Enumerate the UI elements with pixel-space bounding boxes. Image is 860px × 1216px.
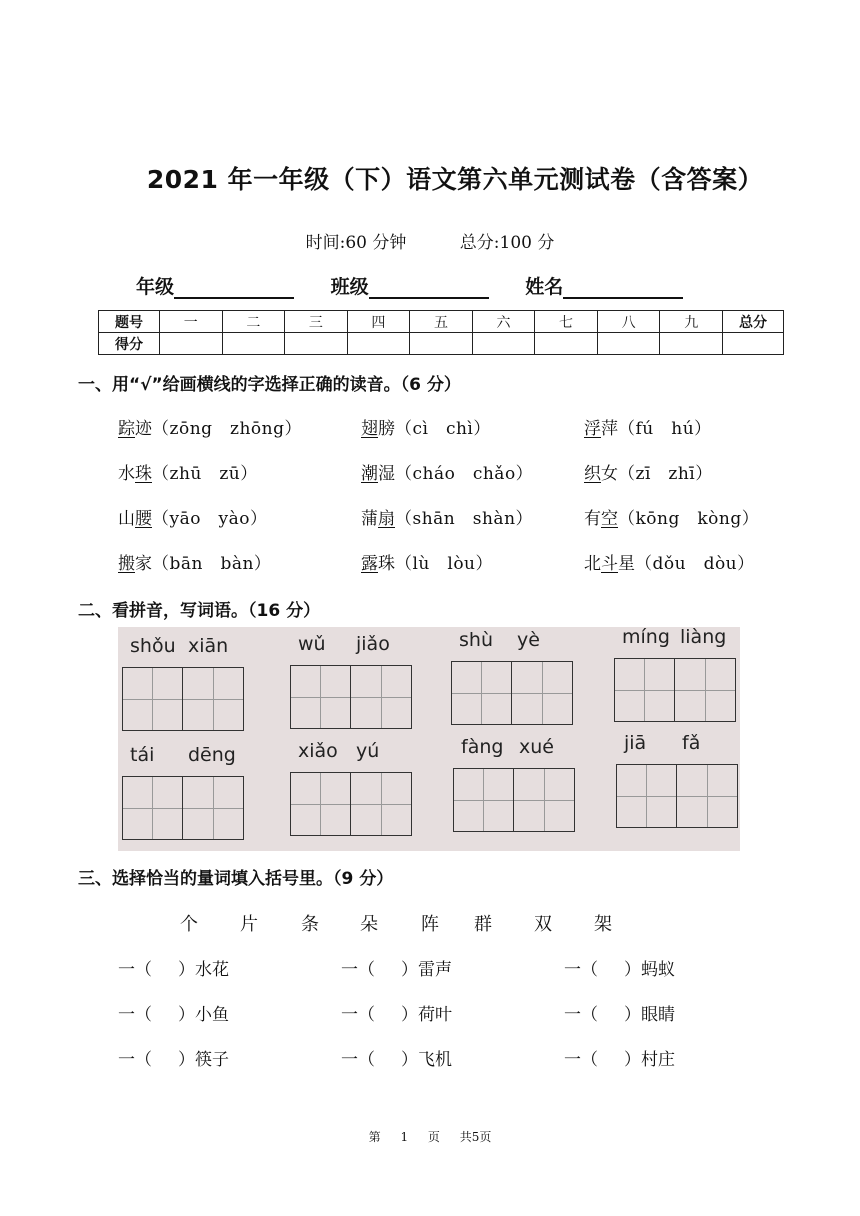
underlined-char: 腰 — [135, 509, 152, 529]
writing-grid — [451, 661, 573, 725]
score-table-header-row — [99, 311, 784, 333]
writing-grid — [122, 776, 244, 840]
writing-square[interactable] — [291, 666, 351, 728]
measure-word-option: 架 — [594, 914, 612, 935]
score-cell[interactable] — [160, 333, 223, 355]
word-char: 萍 — [601, 419, 618, 439]
measure-word-option: 个 — [180, 914, 198, 935]
blank-open: 一（ — [564, 1005, 598, 1025]
pinyin-syllable: shù — [459, 629, 493, 651]
score-cell[interactable] — [410, 333, 473, 355]
fill-blank-item — [341, 1000, 452, 1025]
writing-grid — [290, 772, 412, 836]
footer-page-suffix: 页 — [427, 1130, 440, 1144]
pinyin-syllable: liàng — [680, 626, 727, 648]
pinyin-syllable: yú — [356, 740, 380, 762]
score-cell[interactable] — [660, 333, 723, 355]
blank-close-noun: ）飞机 — [401, 1050, 452, 1070]
class-field[interactable] — [369, 277, 489, 299]
writing-grid — [616, 764, 738, 828]
measure-word-option: 阵 — [421, 914, 439, 935]
pinyin-options[interactable]: （dǒu dòu） — [635, 554, 755, 574]
measure-word-option: 条 — [301, 914, 319, 935]
col-9: 九 — [660, 311, 723, 333]
writing-square[interactable] — [615, 659, 675, 721]
pronunciation-item — [361, 459, 533, 484]
pronunciation-item — [118, 414, 302, 439]
blank-open: 一（ — [564, 960, 598, 980]
pronunciation-item — [584, 459, 713, 484]
blank-close-noun: ）眼睛 — [624, 1005, 675, 1025]
score-cell[interactable] — [723, 333, 784, 355]
pinyin-syllable: jiā — [624, 732, 647, 754]
writing-grid — [122, 667, 244, 731]
pronunciation-item — [361, 414, 491, 439]
fill-blank-item — [564, 1000, 675, 1025]
score-table-score-row — [99, 333, 784, 355]
writing-square[interactable] — [454, 769, 514, 831]
pinyin-options[interactable]: （zōng zhōng） — [152, 419, 302, 439]
section-2-heading: 二、看拼音，写词语。（16 分） — [78, 601, 321, 621]
writing-square[interactable] — [291, 773, 351, 835]
score-cell[interactable] — [347, 333, 410, 355]
pinyin-syllable: xiān — [188, 635, 229, 657]
fill-blank-item — [341, 1045, 452, 1070]
pinyin-syllable: shǒu — [130, 635, 176, 657]
student-info — [136, 272, 713, 299]
writing-square[interactable] — [675, 659, 735, 721]
fill-blank-item — [118, 1045, 229, 1070]
writing-square[interactable] — [617, 765, 677, 827]
blank-close-noun: ）荷叶 — [401, 1005, 452, 1025]
time-limit: 时间:60 分钟 — [305, 233, 407, 253]
footer-total: 共5页 — [459, 1130, 492, 1144]
blank-open: 一（ — [118, 1050, 152, 1070]
pinyin-options[interactable]: （kōng kòng） — [618, 509, 760, 529]
fill-blank-item — [118, 955, 229, 980]
blank-open: 一（ — [118, 1005, 152, 1025]
total-score: 总分:100 分 — [459, 233, 555, 253]
exam-meta — [0, 228, 860, 253]
underlined-char: 珠 — [135, 464, 152, 484]
blank-close-noun: ）村庄 — [624, 1050, 675, 1070]
word-char: 家 — [135, 554, 152, 574]
underlined-char: 浮 — [584, 419, 601, 439]
pinyin-syllable: xiǎo — [298, 740, 338, 762]
pinyin-options[interactable]: （shān shàn） — [395, 509, 534, 529]
blank-open: 一（ — [341, 960, 375, 980]
word-char: 湿 — [378, 464, 395, 484]
writing-square[interactable] — [183, 668, 243, 730]
col-1: 一 — [160, 311, 223, 333]
underlined-char: 织 — [584, 464, 601, 484]
pinyin-syllable: míng — [622, 626, 670, 648]
word-char: 水 — [118, 464, 135, 484]
score-cell[interactable] — [472, 333, 535, 355]
pinyin-syllable: jiǎo — [356, 633, 390, 655]
word-char: 膀 — [378, 419, 395, 439]
blank-close-noun: ）水花 — [178, 960, 229, 980]
measure-word-option: 群 — [474, 914, 492, 935]
writing-square[interactable] — [123, 668, 183, 730]
writing-square[interactable] — [183, 777, 243, 839]
section-1-heading: 一、用“√”给画横线的字选择正确的读音。（6 分） — [78, 375, 461, 395]
word-char: 北 — [584, 554, 601, 574]
blank-open: 一（ — [341, 1005, 375, 1025]
pronunciation-item — [118, 549, 271, 574]
blank-open: 一（ — [564, 1050, 598, 1070]
writing-square[interactable] — [351, 773, 411, 835]
score-row-label: 得分 — [99, 333, 160, 355]
writing-grid — [290, 665, 412, 729]
word-char: 蒲 — [361, 509, 378, 529]
grade-field[interactable] — [174, 277, 294, 299]
blank-open: 一（ — [118, 960, 152, 980]
measure-word-option: 片 — [240, 914, 258, 935]
pinyin-syllable: wǔ — [298, 633, 326, 655]
pinyin-options[interactable]: （cháo chǎo） — [395, 464, 534, 484]
blank-open: 一（ — [341, 1050, 375, 1070]
pinyin-options[interactable]: （yāo yào） — [152, 509, 268, 529]
col-4: 四 — [347, 311, 410, 333]
section-3-heading: 三、选择恰当的量词填入括号里。（9 分） — [78, 869, 394, 889]
measure-word-option: 朵 — [360, 914, 378, 935]
class-label: 班级 — [330, 276, 369, 298]
word-char: 星 — [618, 554, 635, 574]
word-char: 迹 — [135, 419, 152, 439]
page-footer — [0, 1128, 860, 1145]
writing-square[interactable] — [351, 666, 411, 728]
pronunciation-item — [584, 549, 755, 574]
blank-close-noun: ）小鱼 — [178, 1005, 229, 1025]
writing-square[interactable] — [452, 662, 512, 724]
underlined-char: 空 — [601, 509, 618, 529]
col-6: 六 — [472, 311, 535, 333]
word-char: 山 — [118, 509, 135, 529]
underlined-char: 翅 — [361, 419, 378, 439]
blank-close-noun: ）雷声 — [401, 960, 452, 980]
underlined-char: 搬 — [118, 554, 135, 574]
underlined-char: 斗 — [601, 554, 618, 574]
pinyin-options[interactable]: （cì chì） — [395, 419, 491, 439]
pronunciation-item — [118, 459, 258, 484]
score-cell[interactable] — [222, 333, 285, 355]
pinyin-options[interactable]: （lù lòu） — [395, 554, 494, 574]
pronunciation-item — [118, 504, 267, 529]
pinyin-options[interactable]: （fú hú） — [618, 419, 712, 439]
pinyin-writing-image — [118, 627, 740, 851]
name-field[interactable] — [563, 277, 683, 299]
footer-page-number: 1 — [400, 1130, 409, 1144]
pinyin-syllable: fǎ — [682, 732, 701, 754]
blank-close-noun: ）筷子 — [178, 1050, 229, 1070]
writing-square[interactable] — [677, 765, 737, 827]
writing-square[interactable] — [512, 662, 572, 724]
pinyin-options[interactable]: （zī zhī） — [618, 464, 713, 484]
fill-blank-item — [564, 955, 675, 980]
measure-word-option: 双 — [534, 914, 552, 935]
pronunciation-item — [361, 549, 493, 574]
col-5: 五 — [410, 311, 473, 333]
pinyin-syllable: fàng — [461, 736, 504, 758]
name-label: 姓名 — [525, 276, 564, 298]
score-table — [98, 310, 784, 355]
blank-close-noun: ）蚂蚁 — [624, 960, 675, 980]
pinyin-syllable: tái — [130, 744, 155, 766]
word-char: 有 — [584, 509, 601, 529]
fill-blank-item — [564, 1045, 675, 1070]
score-cell[interactable] — [285, 333, 348, 355]
footer-prefix: 第 — [368, 1130, 381, 1144]
col-7: 七 — [535, 311, 598, 333]
pronunciation-item — [584, 504, 759, 529]
underlined-char: 踪 — [118, 419, 135, 439]
fill-blank-item — [118, 1000, 229, 1025]
pronunciation-item — [361, 504, 533, 529]
page-title: 2021 年一年级（下）语文第六单元测试卷（含答案） — [146, 165, 764, 194]
pronunciation-item — [584, 414, 712, 439]
writing-grid — [453, 768, 575, 832]
score-cell[interactable] — [535, 333, 598, 355]
pinyin-options[interactable]: （zhū zū） — [152, 464, 258, 484]
writing-square[interactable] — [123, 777, 183, 839]
underlined-char: 露 — [361, 554, 378, 574]
writing-grid — [614, 658, 736, 722]
grade-label: 年级 — [136, 276, 175, 298]
fill-blank-item — [341, 955, 452, 980]
score-table-label: 题号 — [99, 311, 160, 333]
pinyin-syllable: yè — [517, 629, 540, 651]
col-3: 三 — [285, 311, 348, 333]
col-8: 八 — [597, 311, 660, 333]
col-total: 总分 — [723, 311, 784, 333]
underlined-char: 潮 — [361, 464, 378, 484]
underlined-char: 扇 — [378, 509, 395, 529]
word-char: 女 — [601, 464, 618, 484]
score-cell[interactable] — [597, 333, 660, 355]
pinyin-syllable: xué — [519, 736, 554, 758]
pinyin-options[interactable]: （bān bàn） — [152, 554, 272, 574]
pinyin-syllable: dēng — [188, 744, 236, 766]
writing-square[interactable] — [514, 769, 574, 831]
col-2: 二 — [222, 311, 285, 333]
word-char: 珠 — [378, 554, 395, 574]
